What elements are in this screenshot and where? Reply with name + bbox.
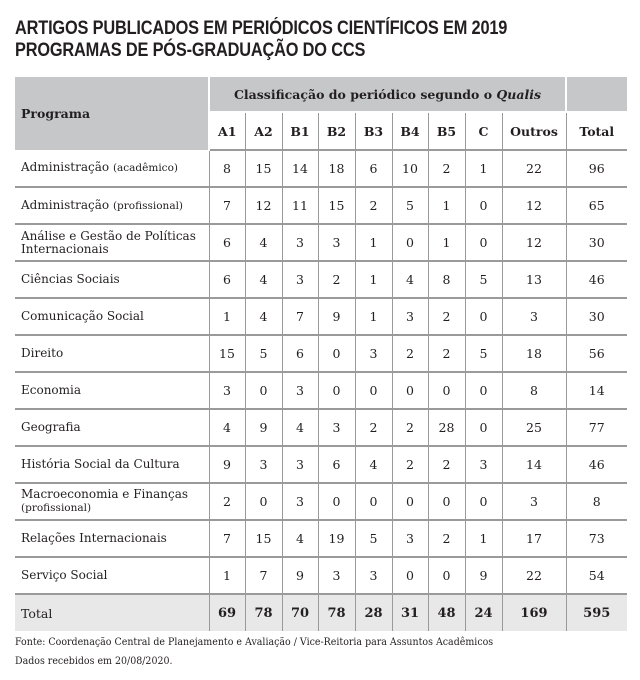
table-row (15, 446, 627, 483)
value-cell-b4: 2 (392, 446, 428, 483)
value-cell-outros: 14 (502, 446, 566, 483)
value-cell-b3: 2 (355, 409, 392, 446)
total-cell-b5: 48 (428, 594, 465, 631)
group-header-text: Classificação do periódico segundo o (233, 86, 497, 102)
value-cell-b5: 0 (428, 372, 465, 409)
table-row (15, 298, 627, 335)
program-name-cell (15, 335, 209, 372)
value-cell-total: 73 (566, 520, 627, 557)
table-row (15, 187, 627, 224)
total-cell-b1: 70 (282, 594, 318, 631)
value-cell-b3: 3 (355, 335, 392, 372)
value-cell-b1: 3 (282, 446, 318, 483)
value-cell-b3: 1 (355, 224, 392, 261)
column-header-total: Total (566, 112, 627, 150)
value-cell-b4: 10 (392, 150, 428, 187)
value-cell-c: 1 (465, 520, 502, 557)
value-cell-a2: 5 (245, 335, 282, 372)
value-cell-c: 0 (465, 409, 502, 446)
program-name-cell (15, 409, 209, 446)
value-cell-b2: 0 (318, 335, 355, 372)
value-cell-outros: 12 (502, 187, 566, 224)
program-name: Macroeconomia e Finanças (21, 487, 189, 501)
total-cell-b4: 31 (392, 594, 428, 631)
column-header-programa: Programa (15, 77, 209, 150)
value-cell-b4: 3 (392, 520, 428, 557)
value-cell-total: 8 (566, 483, 627, 520)
program-name-cell (15, 150, 209, 187)
value-cell-a2: 0 (245, 372, 282, 409)
value-cell-b5: 2 (428, 150, 465, 187)
column-group-header-qualis (209, 77, 566, 112)
value-cell-b5: 8 (428, 261, 465, 298)
program-note: (profissional) (112, 199, 184, 212)
value-cell-c: 0 (465, 298, 502, 335)
column-header-b1: B1 (282, 112, 318, 150)
program-name: Serviço Social (21, 568, 108, 582)
program-name: História Social da Cultura (21, 457, 180, 471)
value-cell-b4: 5 (392, 187, 428, 224)
value-cell-outros: 3 (502, 483, 566, 520)
value-cell-a1: 6 (209, 261, 245, 298)
value-cell-outros: 3 (502, 298, 566, 335)
value-cell-a1: 6 (209, 224, 245, 261)
value-cell-c: 9 (465, 557, 502, 594)
value-cell-total: 30 (566, 224, 627, 261)
program-name-cell (15, 187, 209, 224)
value-cell-a2: 9 (245, 409, 282, 446)
value-cell-b3: 3 (355, 557, 392, 594)
value-cell-total: 46 (566, 261, 627, 298)
table-row (15, 557, 627, 594)
program-note: (profissional) (21, 502, 92, 514)
column-header-outros: Outros (502, 112, 566, 150)
column-header-a2: A2 (245, 112, 282, 150)
value-cell-outros: 17 (502, 520, 566, 557)
value-cell-outros: 22 (502, 150, 566, 187)
value-cell-c: 0 (465, 187, 502, 224)
value-cell-c: 1 (465, 150, 502, 187)
value-cell-b4: 3 (392, 298, 428, 335)
value-cell-b1: 3 (282, 483, 318, 520)
program-name-cell (15, 446, 209, 483)
value-cell-b2: 3 (318, 557, 355, 594)
page-title (15, 18, 544, 62)
value-cell-total: 46 (566, 446, 627, 483)
value-cell-a1: 4 (209, 409, 245, 446)
value-cell-total: 96 (566, 150, 627, 187)
value-cell-total: 56 (566, 335, 627, 372)
value-cell-b5: 2 (428, 335, 465, 372)
value-cell-b5: 0 (428, 557, 465, 594)
program-name-cell (15, 261, 209, 298)
column-header-b5: B5 (428, 112, 465, 150)
value-cell-a2: 0 (245, 483, 282, 520)
program-name: Direito (21, 346, 64, 360)
table-body (15, 150, 627, 631)
value-cell-b5: 2 (428, 298, 465, 335)
date-note: Dados recebidos em 20/08/2020. (15, 655, 173, 667)
value-cell-total: 54 (566, 557, 627, 594)
value-cell-a1: 15 (209, 335, 245, 372)
value-cell-b2: 3 (318, 224, 355, 261)
value-cell-b1: 4 (282, 409, 318, 446)
value-cell-b1: 14 (282, 150, 318, 187)
column-header-b3: B3 (355, 112, 392, 150)
program-name: Administração (21, 197, 110, 212)
column-header-c: C (465, 112, 502, 150)
value-cell-b5: 1 (428, 224, 465, 261)
value-cell-b3: 5 (355, 520, 392, 557)
value-cell-total: 77 (566, 409, 627, 446)
program-name: Ciências Sociais (21, 272, 120, 286)
program-name-cell (15, 520, 209, 557)
value-cell-outros: 12 (502, 224, 566, 261)
header-blank-cell (566, 77, 627, 112)
publications-table (15, 77, 627, 631)
table-row (15, 409, 627, 446)
program-name-cell (15, 557, 209, 594)
value-cell-b2: 15 (318, 187, 355, 224)
column-header-a1: A1 (209, 112, 245, 150)
value-cell-outros: 22 (502, 557, 566, 594)
program-name: Relações Internacionais (21, 531, 167, 545)
value-cell-a1: 7 (209, 187, 245, 224)
program-name-cell (15, 298, 209, 335)
value-cell-total: 14 (566, 372, 627, 409)
total-cell-a1: 69 (209, 594, 245, 631)
program-note: (acadêmico) (112, 162, 178, 174)
value-cell-b4: 4 (392, 261, 428, 298)
value-cell-c: 0 (465, 224, 502, 261)
value-cell-c: 3 (465, 446, 502, 483)
value-cell-b1: 9 (282, 557, 318, 594)
total-cell-b3: 28 (355, 594, 392, 631)
value-cell-total: 30 (566, 298, 627, 335)
value-cell-c: 0 (465, 483, 502, 520)
table-row (15, 483, 627, 520)
program-name: Análise e Gestão de Políticas Internacionais (21, 228, 196, 256)
value-cell-b2: 0 (318, 372, 355, 409)
value-cell-b4: 0 (392, 557, 428, 594)
value-cell-outros: 8 (502, 372, 566, 409)
value-cell-b4: 2 (392, 409, 428, 446)
total-cell-b2: 78 (318, 594, 355, 631)
program-name: Administração (21, 160, 110, 174)
value-cell-b1: 4 (282, 520, 318, 557)
program-name-cell (15, 224, 209, 261)
value-cell-b4: 0 (392, 224, 428, 261)
value-cell-total: 65 (566, 187, 627, 224)
value-cell-b5: 2 (428, 446, 465, 483)
program-name: Economia (21, 383, 82, 397)
value-cell-a1: 9 (209, 446, 245, 483)
value-cell-b2: 19 (318, 520, 355, 557)
source-note: Fonte: Coordenação Central de Planejamento e Avaliação / Vice-Reitoria para Assuntos Acadêmicos (15, 636, 494, 648)
value-cell-b3: 0 (355, 483, 392, 520)
table-row (15, 520, 627, 557)
total-label: Total (15, 594, 209, 631)
value-cell-b2: 18 (318, 150, 355, 187)
total-cell-outros: 169 (502, 594, 566, 631)
total-cell-c: 24 (465, 594, 502, 631)
total-cell-total: 595 (566, 594, 627, 631)
value-cell-c: 5 (465, 335, 502, 372)
program-name-cell (15, 372, 209, 409)
value-cell-b5: 28 (428, 409, 465, 446)
value-cell-b2: 2 (318, 261, 355, 298)
value-cell-a2: 15 (245, 150, 282, 187)
value-cell-outros: 18 (502, 335, 566, 372)
table-row (15, 224, 627, 261)
value-cell-b2: 3 (318, 409, 355, 446)
value-cell-b2: 9 (318, 298, 355, 335)
title-line-1: ARTIGOS PUBLICADOS EM PERIÓDICOS CIENTÍFICOS EM 2019 (15, 18, 508, 39)
value-cell-b1: 3 (282, 224, 318, 261)
value-cell-c: 0 (465, 372, 502, 409)
program-name-cell (15, 483, 209, 520)
value-cell-b3: 2 (355, 187, 392, 224)
title-line-2: PROGRAMAS DE PÓS-GRADUAÇÃO DO CCS (15, 40, 366, 61)
value-cell-a2: 4 (245, 224, 282, 261)
value-cell-a1: 7 (209, 520, 245, 557)
value-cell-a2: 15 (245, 520, 282, 557)
value-cell-b1: 11 (282, 187, 318, 224)
value-cell-a1: 1 (209, 557, 245, 594)
value-cell-b4: 0 (392, 372, 428, 409)
value-cell-a1: 8 (209, 150, 245, 187)
footer-note (15, 633, 493, 671)
table-row (15, 261, 627, 298)
table-row (15, 150, 627, 187)
value-cell-outros: 13 (502, 261, 566, 298)
table-row (15, 335, 627, 372)
value-cell-b4: 0 (392, 483, 428, 520)
value-cell-b3: 1 (355, 298, 392, 335)
value-cell-b3: 1 (355, 261, 392, 298)
value-cell-b5: 1 (428, 187, 465, 224)
value-cell-a1: 2 (209, 483, 245, 520)
value-cell-b3: 0 (355, 372, 392, 409)
value-cell-b2: 6 (318, 446, 355, 483)
value-cell-b3: 4 (355, 446, 392, 483)
value-cell-a2: 3 (245, 446, 282, 483)
total-cell-a2: 78 (245, 594, 282, 631)
value-cell-c: 5 (465, 261, 502, 298)
value-cell-a2: 4 (245, 298, 282, 335)
value-cell-b5: 2 (428, 520, 465, 557)
table-row (15, 372, 627, 409)
value-cell-b5: 0 (428, 483, 465, 520)
value-cell-b1: 3 (282, 261, 318, 298)
program-name: Geografia (21, 420, 81, 434)
value-cell-b1: 3 (282, 372, 318, 409)
column-header-b4: B4 (392, 112, 428, 150)
value-cell-b2: 0 (318, 483, 355, 520)
value-cell-a2: 7 (245, 557, 282, 594)
value-cell-a2: 4 (245, 261, 282, 298)
value-cell-a1: 1 (209, 298, 245, 335)
column-header-b2: B2 (318, 112, 355, 150)
value-cell-a1: 3 (209, 372, 245, 409)
value-cell-b4: 2 (392, 335, 428, 372)
value-cell-outros: 25 (502, 409, 566, 446)
program-name: Comunicação Social (21, 309, 144, 323)
value-cell-a2: 12 (245, 187, 282, 224)
value-cell-b1: 6 (282, 335, 318, 372)
value-cell-b1: 7 (282, 298, 318, 335)
group-header-italic: Qualis (496, 86, 542, 102)
value-cell-b3: 6 (355, 150, 392, 187)
total-row (15, 594, 627, 631)
